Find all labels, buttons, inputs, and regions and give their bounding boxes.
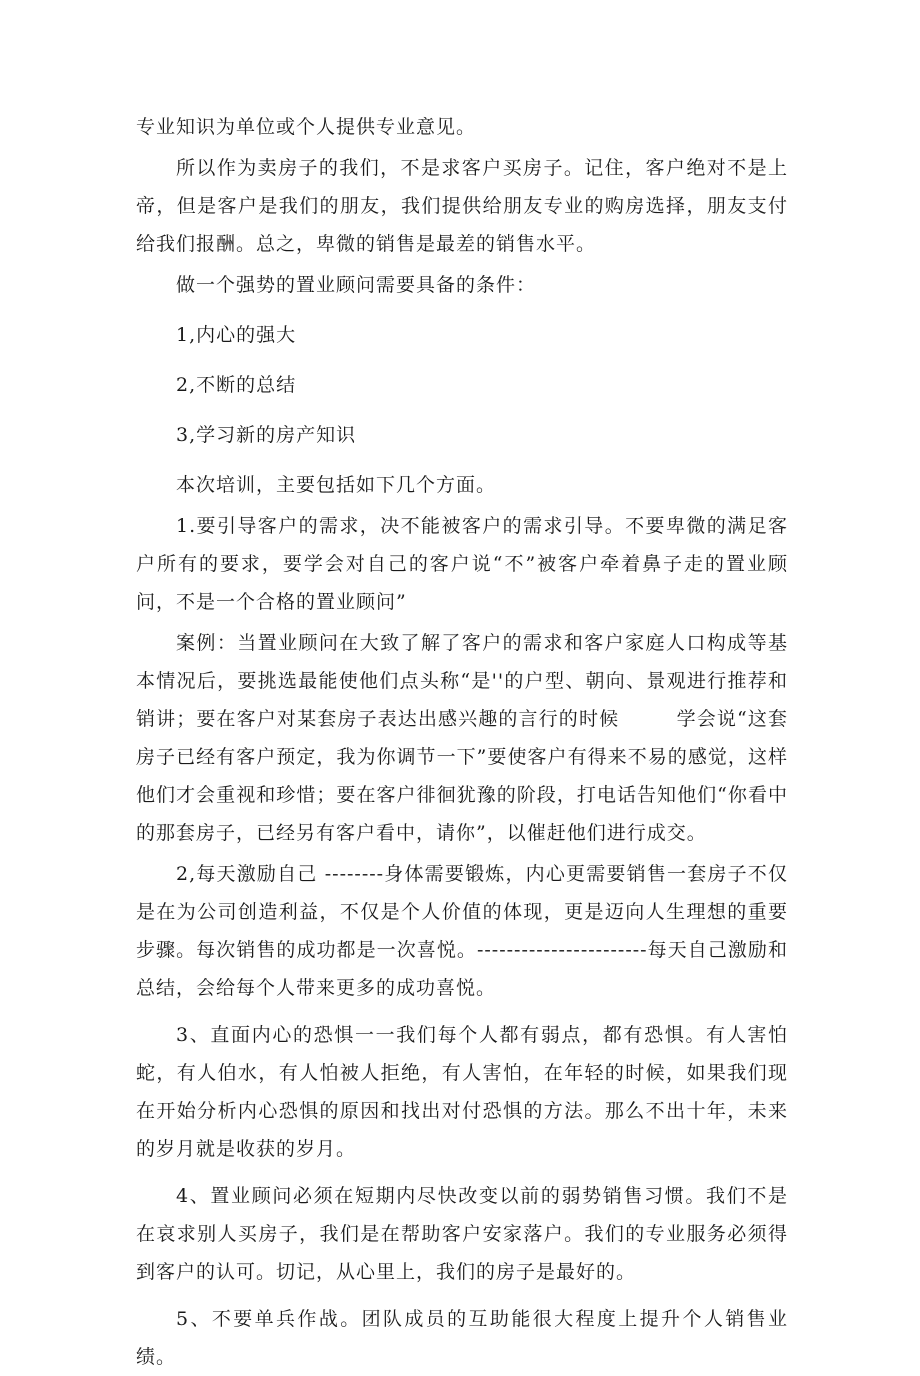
paragraph-point-4: 4、置业顾问必须在短期内尽快改变以前的弱势销售习惯。我们不是在哀求别人买房子，我们是在帮助客户安家落户。我们的专业服务必须得到客户的认可。切记，从心里上，我们的房子是最好的。 — [136, 1185, 788, 1283]
paragraph-point-1: 1.要引导客户的需求，决不能被客户的需求引导。不要卑微的满足客户所有的要求，要学会对自己的客户说“不”被客户牵着鼻子走的置业顾问，不是一个合格的置业顾问” — [136, 515, 788, 613]
paragraph-conditions-heading: 做一个强势的置业顾问需要具备的条件： — [176, 274, 537, 296]
paragraph-case-example: 案例：当置业顾问在大致了解了客户的需求和客户家庭人口构成等基本情况后，要挑选最能使他们点头称“是''的户型、朝向、景观进行推荐和销讲；要在客户对某套房子表达出感兴趣的言行的时候 学会说“这套房子已经有客户预定，我为你调节一下”要使客户有得来不易的感觉，这样他们才会重视和珍惜；要在客户徘徊犹豫的阶段，打电话告知他们“你看中的那套房子，已经另有客户看中，请你”，以催赶他们进行成交。 — [136, 632, 788, 844]
document-body — [136, 108, 788, 1376]
paragraph-point-5: 5、不要单兵作战。团队成员的互助能很大程度上提升个人销售业绩。 — [136, 1308, 788, 1368]
paragraph-sales-attitude: 所以作为卖房子的我们，不是求客户买房子。记住，客户绝对不是上帝，但是客户是我们的朋友，我们提供给朋友专业的购房选择，朋友支付给我们报酬。总之，卑微的销售是最差的销售水平。 — [136, 157, 788, 255]
paragraph-training-heading: 本次培训，主要包括如下几个方面。 — [176, 474, 497, 496]
paragraph-intro-continuation: 专业知识为单位或个人提供专业意见。 — [136, 116, 477, 138]
list-item-condition-3: 3,学习新的房产知识 — [176, 424, 357, 446]
paragraph-point-2: 2,每天激励自己 --------身体需要锻炼，内心更需要销售一套房子不仅是在为公司创造利益，不仅是个人价值的体现，更是迈向人生理想的重要步骤。每次销售的成功都是一次喜悦。-----------------------每天自己激励和总结，会给每个人带来更多的成功喜悦。 — [136, 863, 788, 999]
list-item-condition-1: 1,内心的强大 — [176, 324, 297, 346]
paragraph-point-3: 3、直面内心的恐惧一一我们每个人都有弱点，都有恐惧。有人害怕蛇，有人伯水，有人怕被人拒绝，有人害怕，在年轻的时候，如果我们现在开始分析内心恐惧的原因和找出对付恐惧的方法。那么不出十年，未来的岁月就是收获的岁月。 — [136, 1024, 788, 1160]
list-item-condition-2: 2,不断的总结 — [176, 374, 297, 396]
